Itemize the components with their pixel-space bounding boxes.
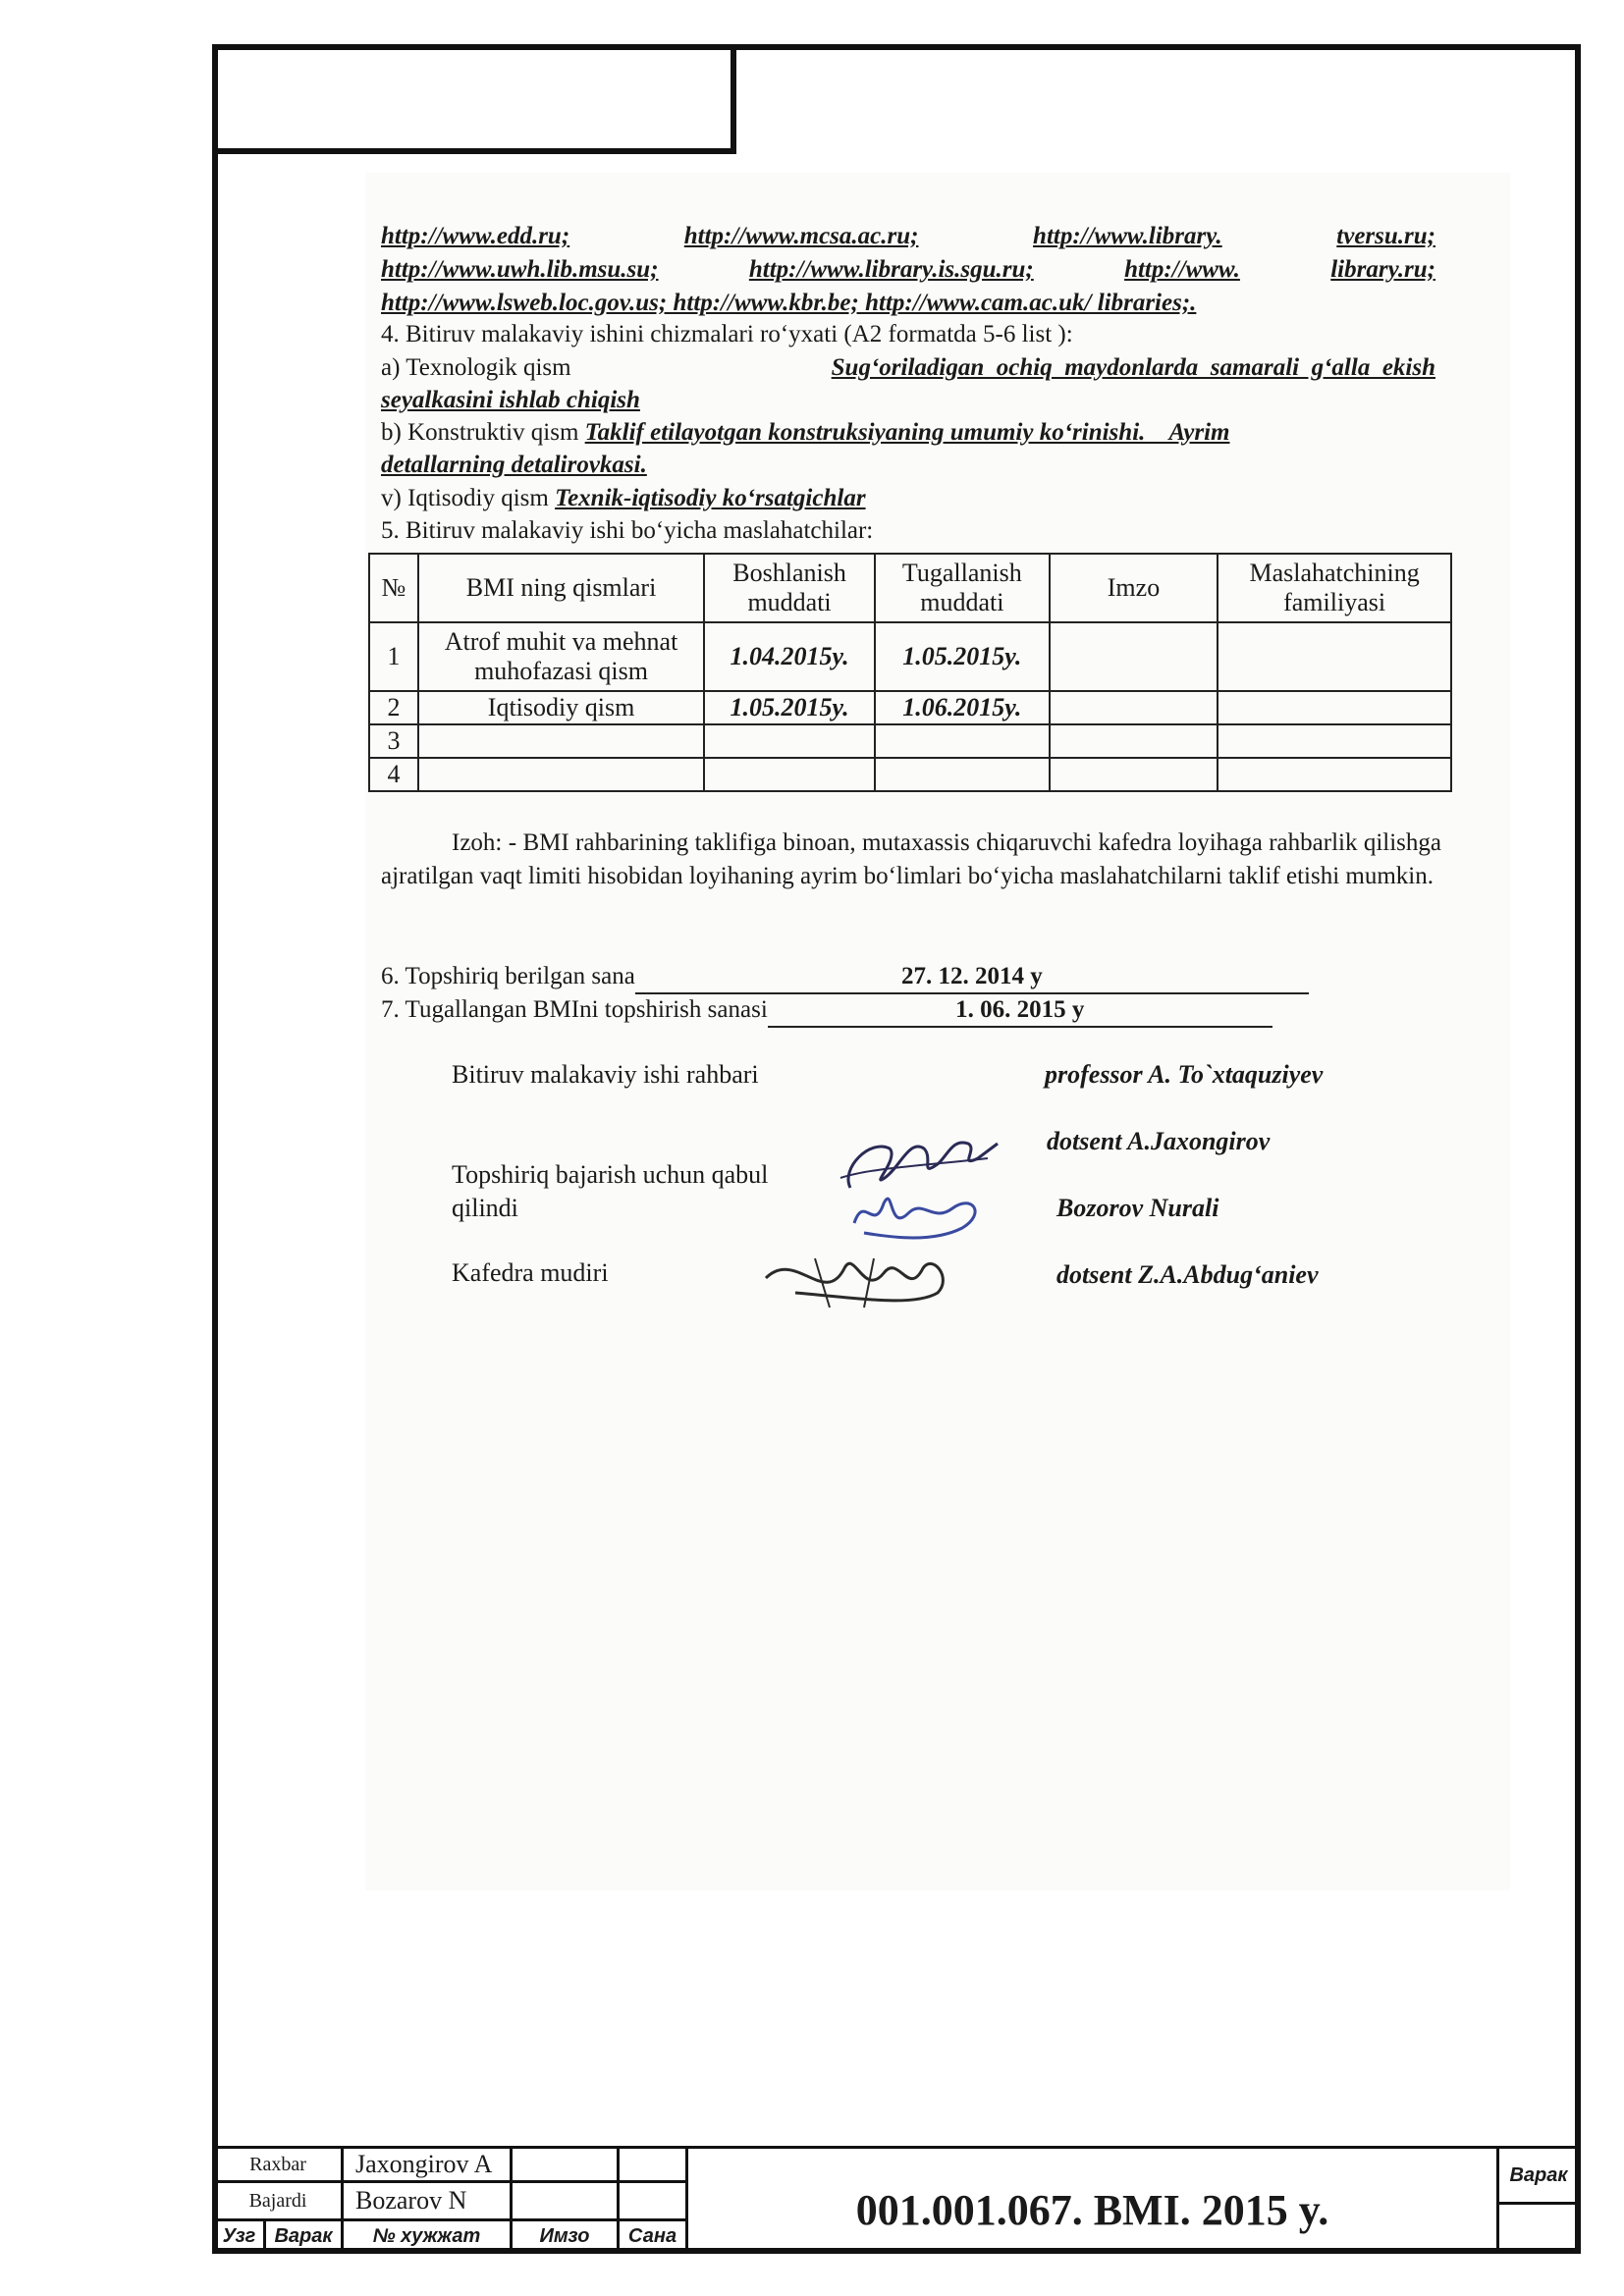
cell-part: Atrof muhit va mehnat muhofazasi qism xyxy=(418,622,704,691)
cell-sign xyxy=(1050,691,1218,724)
stamp-sign-2 xyxy=(510,2180,620,2221)
cell-name xyxy=(1218,622,1451,691)
cell-part xyxy=(418,758,704,791)
accepted-label xyxy=(452,1158,768,1225)
student-name: Bozorov Nurali xyxy=(1056,1194,1219,1222)
item6 xyxy=(381,960,1435,994)
links-line-2 xyxy=(381,253,1435,286)
item4-b xyxy=(381,416,1435,449)
stamp-date-1 xyxy=(617,2146,688,2183)
link[interactable]: http://www.library. xyxy=(1033,223,1222,249)
stamp-sign-1 xyxy=(510,2146,620,2183)
cell-num: 2 xyxy=(369,691,418,724)
cell-num: 4 xyxy=(369,758,418,791)
cell-sign xyxy=(1050,724,1218,758)
stamp-role-2: Bajardi xyxy=(212,2180,344,2221)
links-line-1 xyxy=(381,220,1435,252)
link[interactable]: library.ru; xyxy=(1330,256,1435,283)
item4-b-cont xyxy=(381,449,1435,481)
stamp-header-varak: Варак xyxy=(263,2218,344,2254)
title-block xyxy=(212,2146,1581,2254)
cell-name xyxy=(1218,758,1451,791)
stamp-role-1: Raxbar xyxy=(212,2146,344,2183)
item4-a-cont xyxy=(381,384,1435,416)
stamp-sheet-number xyxy=(1496,2202,1581,2254)
signature-head-icon xyxy=(756,1239,972,1317)
item7-value: 1. 06. 2015 y xyxy=(768,993,1272,1028)
column-header: Boshlanish muddati xyxy=(704,554,875,622)
cell-end: 1.05.2015y. xyxy=(875,622,1050,691)
cell-num: 3 xyxy=(369,724,418,758)
accepted-label-line-1: Topshiriq bajarish uchun qabul xyxy=(452,1160,769,1189)
cell-name xyxy=(1218,724,1451,758)
stamp-header-sana: Сана xyxy=(617,2218,688,2254)
cell-part: Iqtisodiy qism xyxy=(418,691,704,724)
corner-stamp-box xyxy=(212,44,736,154)
cell-start xyxy=(704,758,875,791)
table-row xyxy=(369,622,1451,691)
table-row xyxy=(369,724,1451,758)
stamp-name-2: Bozarov N xyxy=(341,2180,513,2221)
column-header: Maslahatchining familiyasi xyxy=(1218,554,1451,622)
stamp-name-1: Jaxongirov A xyxy=(341,2146,513,2183)
stamp-header-uzg: Узг xyxy=(212,2218,266,2254)
cell-start xyxy=(704,724,875,758)
supervisor-name: professor A. To`xtaquziyev xyxy=(1045,1060,1324,1089)
cell-start: 1.04.2015y. xyxy=(704,622,875,691)
column-header: Tugallanish muddati xyxy=(875,554,1050,622)
item5-heading: 5. Bitiruv malakaviy ishi bo‘yicha maslahatchilar: xyxy=(381,517,874,544)
item6-label: 6. Topshiriq berilgan sana xyxy=(381,963,635,989)
cell-end xyxy=(875,724,1050,758)
column-header: № xyxy=(369,554,418,622)
item4-v xyxy=(381,482,1435,514)
supervisor-label: Bitiruv malakaviy ishi rahbari xyxy=(452,1060,759,1089)
item4-b-value: Taklif etilayotgan konstruksiyaning umumiy ko‘rinishi. Ayrim xyxy=(584,419,1230,446)
cell-part xyxy=(418,724,704,758)
item4-v-label: v) Iqtisodiy qism xyxy=(381,485,549,511)
cell-end: 1.06.2015y. xyxy=(875,691,1050,724)
advisors-table xyxy=(368,553,1452,792)
table-row xyxy=(369,691,1451,724)
stamp-header-hujjat: № хужжат xyxy=(341,2218,513,2254)
item4-a-label: a) Texnologik qism xyxy=(381,354,571,381)
item4-a xyxy=(381,351,1435,384)
links-line-3 xyxy=(381,287,1435,319)
item6-value: 27. 12. 2014 y xyxy=(635,960,1309,994)
link[interactable]: http://www. xyxy=(1124,256,1240,283)
item7-label: 7. Tugallangan BMIni topshirish sanasi xyxy=(381,996,768,1023)
item4-b-label: b) Konstruktiv qism xyxy=(381,419,579,446)
cell-sign xyxy=(1050,758,1218,791)
consultant-name: dotsent A.Jaxongirov xyxy=(1047,1127,1271,1155)
stamp-document-code: 001.001.067. BMI. 2015 y. xyxy=(685,2146,1499,2254)
link[interactable]: http://www.edd.ru; xyxy=(381,223,570,249)
link[interactable]: http://www.mcsa.ac.ru; xyxy=(683,223,919,249)
column-header: Imzo xyxy=(1050,554,1218,622)
stamp-header-imzo: Имзо xyxy=(510,2218,620,2254)
link[interactable]: http://www.library.is.sgu.ru; xyxy=(748,256,1034,283)
cell-name xyxy=(1218,691,1451,724)
link[interactable]: http://www.uwh.lib.msu.su; xyxy=(381,256,659,283)
accepted-label-line-2: qilindi xyxy=(452,1194,518,1222)
note-paragraph: Izoh: - BMI rahbarining taklifiga binoan, mutaxassis chiqaruvchi kafedra loyihaga rahbarlik qilishga ajratilgan vaqt limiti hisobidan loyihaning ayrim bo‘limlari bo‘yicha maslahatchilarni taklif etishi mumkin. xyxy=(381,829,1441,889)
item4-v-value: Texnik-iqtisodiy ko‘rsatgichlar xyxy=(555,485,866,511)
item7 xyxy=(381,993,1435,1028)
link[interactable]: http://www.lsweb.loc.gov.us; http://www.kbr.be; http://www.cam.ac.uk/ libraries;. xyxy=(381,290,1197,316)
item4-a-value: Sug‘oriladigan ochiq maydonlarda samarali g‘alla ekish xyxy=(831,354,1435,381)
cell-sign xyxy=(1050,622,1218,691)
table-header-row xyxy=(369,554,1451,622)
head-label: Kafedra mudiri xyxy=(452,1258,609,1287)
cell-end xyxy=(875,758,1050,791)
item4-a-value-2: seyalkasini ishlab chiqish xyxy=(381,387,640,413)
table-row xyxy=(369,758,1451,791)
stamp-sheet-label: Варак xyxy=(1496,2146,1581,2205)
stamp-date-2 xyxy=(617,2180,688,2221)
cell-start: 1.05.2015y. xyxy=(704,691,875,724)
link[interactable]: tversu.ru; xyxy=(1336,223,1435,249)
head-name: dotsent Z.A.Abdug‘aniev xyxy=(1056,1260,1319,1289)
column-header: BMI ning qismlari xyxy=(418,554,704,622)
item4-heading: 4. Bitiruv malakaviy ishini chizmalari ro‘yxati (A2 formatda 5-6 list ): xyxy=(381,321,1073,347)
item4-b-value-2: detallarning detalirovkasi. xyxy=(381,452,647,478)
cell-num: 1 xyxy=(369,622,418,691)
